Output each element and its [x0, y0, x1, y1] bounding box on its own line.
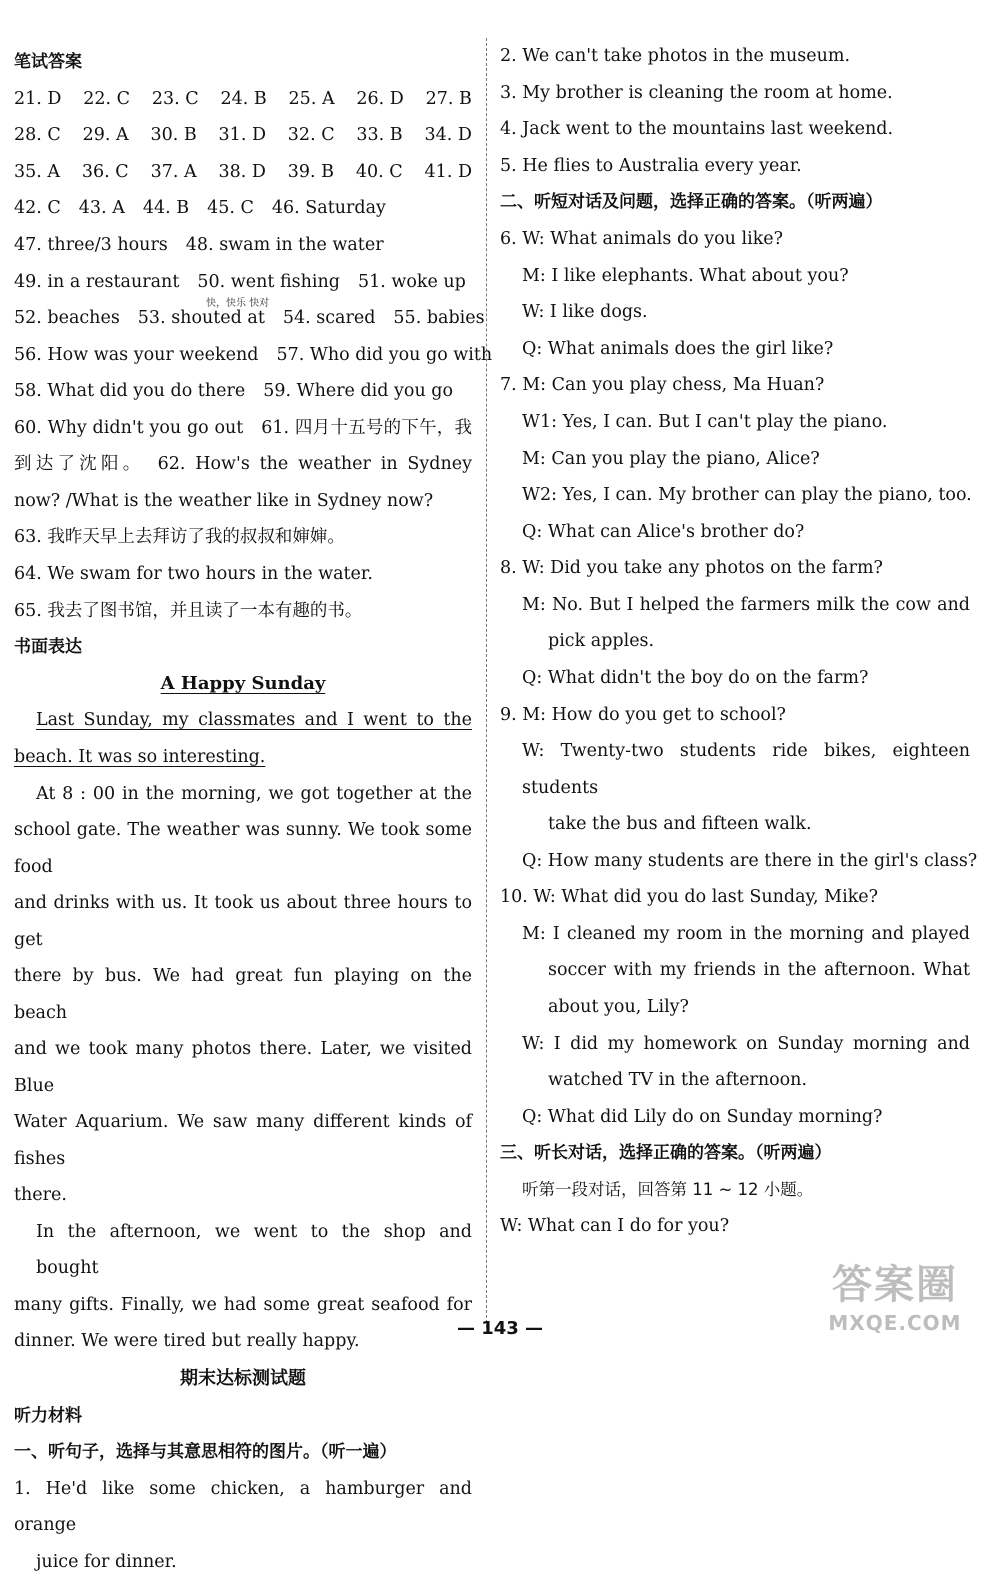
- answer-48: 48. swam in the water: [185, 234, 384, 255]
- answer-32: 32. C: [287, 125, 335, 146]
- watermark-logo: 答案圈 MXQE.COM: [828, 1262, 962, 1335]
- essay-p3-line-1: In the afternoon, we went to the shop and bought: [36, 1221, 472, 1278]
- dialog-q8-line-4: Q: What didn't the boy do on the farm?: [522, 668, 869, 688]
- answer-52: 52. beaches: [14, 308, 120, 329]
- dialog-q10-line-6: watched TV in the afternoon.: [548, 1070, 808, 1091]
- dialog-q10-line-2: M: I cleaned my room in the morning and played: [522, 923, 970, 944]
- answer-51: 51. woke up: [357, 271, 466, 292]
- part1-heading: 一、听句子，选择与其意思相符的图片。（听一遍）: [14, 1442, 397, 1463]
- listening-q4: 4. Jack went to the mountains last weekend.: [500, 119, 894, 140]
- answer-56: 56. How was your weekend: [14, 344, 259, 365]
- answer-49: 49. in a restaurant: [14, 271, 180, 292]
- answer-33: 33. B: [356, 125, 403, 146]
- listening-material-heading: 听力材料: [14, 1405, 82, 1426]
- essay-p2-line-1: At 8 : 00 in the morning, we got together at the: [36, 783, 472, 804]
- answers-row-2: [14, 117, 472, 154]
- dialog-q8-line-3: pick apples.: [548, 631, 655, 652]
- dialog-q10-line-1: 10. W: What did you do last Sunday, Mike?: [500, 887, 879, 908]
- listening-q1-line-2: juice for dinner.: [36, 1551, 177, 1572]
- answer-21: 21. D: [14, 88, 62, 109]
- answer-44: 44. B: [142, 198, 190, 219]
- answer-27: 27. B: [425, 88, 472, 109]
- answer-45: 45. C: [207, 198, 254, 219]
- answer-50: 50. went fishing: [197, 271, 340, 292]
- dialog-q10-line-4: about you, Lily?: [548, 996, 689, 1017]
- answer-40: 40. C: [355, 161, 403, 182]
- part3-subheading: 听第一段对话，回答第 11 ~ 12 小题。: [522, 1179, 814, 1199]
- long-dialog-line-1: W: What can I do for you?: [500, 1216, 730, 1237]
- listening-q5: 5. He flies to Australia every year.: [500, 155, 802, 176]
- right-column: [500, 38, 978, 1245]
- dialog-q6-line-1: 6. W: What animals do you like?: [500, 228, 784, 249]
- answer-26: 26. D: [356, 88, 404, 109]
- listening-q3: 3. My brother is cleaning the room at home.: [500, 82, 893, 103]
- essay-p3-line-3: dinner. We were tired but really happy.: [14, 1331, 360, 1351]
- dialog-q8-line-2: M: No. But I helped the farmers milk the cow and: [522, 594, 970, 615]
- answer-59: 59. Where did you go: [263, 381, 454, 402]
- essay-p2-line-3: and drinks with us. It took us about three hours to get: [14, 893, 472, 950]
- dialog-q10-line-7: Q: What did Lily do on Sunday morning?: [522, 1106, 883, 1127]
- dialog-q7-line-5: Q: What can Alice's brother do?: [522, 521, 805, 542]
- part3-heading: 三、听长对话，选择正确的答案。（听两遍）: [500, 1143, 832, 1164]
- answer-36: 36. C: [81, 161, 129, 182]
- dialog-q9-line-1: 9. M: How do you get to school?: [500, 704, 786, 725]
- answer-38: 38. D: [218, 161, 266, 182]
- dialog-q8-line-1: 8. W: Did you take any photos on the farm?: [500, 558, 883, 579]
- dialog-q6-line-4: Q: What animals does the girl like?: [522, 338, 834, 359]
- answer-35: 35. A: [14, 161, 61, 182]
- dialog-q10-line-5: W: I did my homework on Sunday morning and: [522, 1033, 970, 1054]
- column-divider: [486, 38, 487, 1328]
- fill-line-58-59: [14, 373, 472, 410]
- answer-31: 31. D: [218, 125, 266, 146]
- answer-42: 42. C: [14, 198, 61, 219]
- answer-63: 63. 我昨天早上去拜访了我的叔叔和婶婶。: [14, 527, 345, 548]
- answer-55: 55. babies: [393, 308, 485, 329]
- section-writing: 书面表达: [14, 637, 82, 658]
- essay-p1-line-2: beach. It was so interesting.: [14, 746, 266, 767]
- section-written-answers: 笔试答案: [14, 52, 82, 72]
- essay-p2-line-2: school gate. The weather was sunny. We took some food: [14, 820, 472, 877]
- answer-24: 24. B: [220, 88, 267, 109]
- answer-30: 30. B: [150, 125, 197, 146]
- dialog-q7-line-1: 7. M: Can you play chess, Ma Huan?: [500, 375, 825, 396]
- essay-p2-line-6: Water Aquarium. We saw many different kinds of fishes: [14, 1112, 472, 1169]
- answer-43: 43. A: [78, 198, 125, 219]
- answer-34: 34. D: [424, 125, 472, 146]
- dialog-q10-line-3: soccer with my friends in the afternoon. What: [548, 960, 970, 981]
- fill-line-47-48: [14, 227, 472, 264]
- answer-37: 37. A: [150, 161, 197, 182]
- answer-64: 64. We swam for two hours in the water.: [14, 564, 373, 585]
- essay-p2-line-4: there by bus. We had great fun playing on the beach: [14, 966, 472, 1023]
- answers-row-1: [14, 81, 472, 118]
- dialog-q6-line-2: M: I like elephants. What about you?: [522, 265, 849, 286]
- listening-q1-line-1: 1. He'd like some chicken, a hamburger and orange: [14, 1478, 472, 1536]
- answer-46: 46. Saturday: [271, 198, 386, 219]
- answer-41: 41. D: [424, 161, 472, 182]
- part2-heading: 二、听短对话及问题，选择正确的答案。（听两遍）: [500, 192, 883, 213]
- answers-row-3: [14, 154, 472, 191]
- answer-39: 39. B: [287, 161, 335, 182]
- answer-29: 29. A: [82, 125, 129, 146]
- answer-25: 25. A: [288, 88, 335, 109]
- final-test-title: 期末达标测试题: [180, 1367, 306, 1389]
- dialog-q7-line-3: M: Can you play the piano, Alice?: [522, 448, 820, 469]
- dialog-q9-line-4: Q: How many students are there in the girl's class?: [522, 850, 978, 871]
- answer-22: 22. C: [83, 88, 131, 109]
- left-column: [14, 44, 493, 1580]
- fill-line-56-57: [14, 337, 493, 374]
- answer-65: 65. 我去了图书馆，并且读了一本有趣的书。: [14, 600, 363, 621]
- essay-p2-line-7: there.: [14, 1185, 67, 1205]
- answer-54: 54. scared: [282, 308, 376, 329]
- answers-row-4: [14, 190, 472, 227]
- listening-q2: 2. We can't take photos in the museum.: [500, 46, 851, 66]
- dialog-q7-line-2: W1: Yes, I can. But I can't play the piano.: [522, 411, 888, 432]
- answer-62-cont: now? /What is the weather like in Sydney now?: [14, 490, 434, 511]
- answer-61-62: 到达了沈阳。 62. How's the weather in Sydney: [14, 454, 472, 475]
- answer-28: 28. C: [14, 125, 61, 146]
- answer-47: 47. three/3 hours: [14, 234, 168, 255]
- handwritten-note: 快，快乐 快对: [206, 298, 270, 309]
- essay-p1-line-1: Last Sunday, my classmates and I went to the: [36, 710, 472, 731]
- answer-58: 58. What did you do there: [14, 381, 246, 402]
- dialog-q7-line-4: W2: Yes, I can. My brother can play the piano, too.: [522, 485, 972, 506]
- essay-p2-line-5: and we took many photos there. Later, we visited Blue: [14, 1039, 472, 1096]
- dialog-q9-line-2: W: Twenty-two students ride bikes, eighteen students: [522, 741, 970, 798]
- essay-p3-line-2: many gifts. Finally, we had some great seafood for: [14, 1294, 472, 1315]
- essay-title: A Happy Sunday: [160, 672, 326, 694]
- answer-53: 53. shouted at: [137, 308, 265, 329]
- dialog-q9-line-3: take the bus and fifteen walk.: [548, 814, 812, 835]
- answer-60-61: 60. Why didn't you go out 61. 四月十五号的下午，我: [14, 417, 472, 438]
- dialog-q6-line-3: W: I like dogs.: [522, 302, 648, 323]
- answer-57: 57. Who did you go with: [276, 344, 493, 365]
- answer-23: 23. C: [151, 88, 199, 109]
- page-number: — 143 —: [456, 1318, 544, 1339]
